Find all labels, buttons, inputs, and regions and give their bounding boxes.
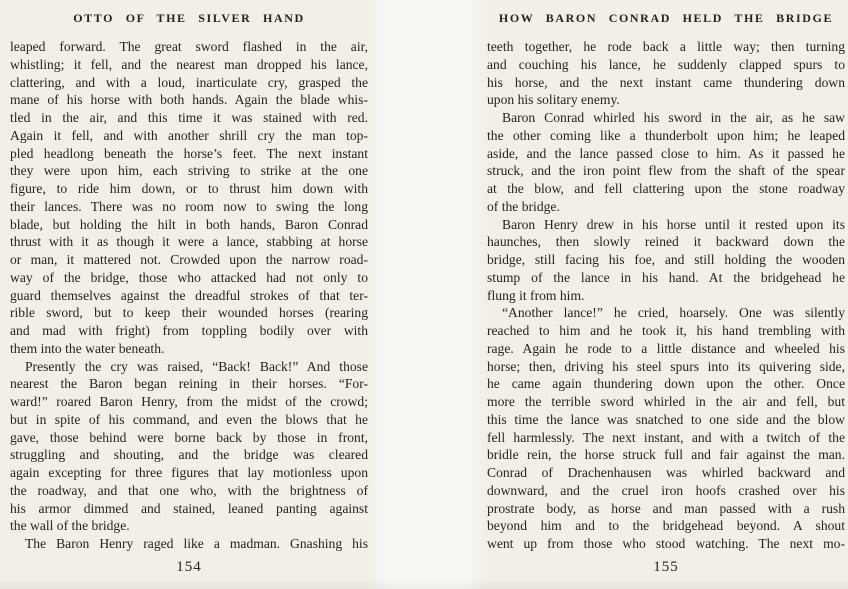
text-line: ward!” roared Baron Henry, from the midst of the crowd; xyxy=(10,394,368,409)
text-line: stump of the lance in his hand. At the bridgehead he xyxy=(487,269,845,285)
text-line: prostrate body, as horse and man passed with a rush xyxy=(487,500,845,516)
text-line: more the terrible sword whirled in the air and fell, but xyxy=(487,394,845,409)
text-line: thrust with it as though it were a lance, stabbing at horse xyxy=(10,234,368,250)
text-line: their lances. There was no room now to swing the long xyxy=(10,198,368,214)
text-line: them into the water beneath. xyxy=(10,340,165,356)
text-line: the other coming like a thunderbolt upon him; he leaped xyxy=(487,127,845,143)
text-line: rage. Again he rode to a little distance and wheeled his xyxy=(487,340,845,356)
left-page-text xyxy=(10,38,368,553)
text-line: “Another lance!” he cried, hoarsely. One was silently xyxy=(502,305,845,321)
text-line: tled in the air, and this time it was stained with red. xyxy=(10,110,368,125)
text-line: Conrad of Drachenhausen was whirled backward and xyxy=(487,465,845,480)
text-line: struck, and the iron point flew from the shaft of the spear xyxy=(487,163,845,179)
text-line: The Baron Henry raged like a madman. Gnashing his xyxy=(25,536,368,551)
text-line: his armor dimmed and stained, leaned panting against xyxy=(10,500,368,516)
left-page-number: 154 xyxy=(176,559,202,575)
right-page-text xyxy=(487,38,845,553)
text-line: teeth together, he rode back a little way; then turning xyxy=(487,39,845,54)
text-line: the roadway, and that one who, with the brightness of xyxy=(10,482,368,498)
text-line: but in spite of his command, and even the blows that he xyxy=(10,411,368,427)
text-line: pled headlong beneath the horse’s feet. The next instant xyxy=(10,145,368,161)
text-line: and couching his lance, he suddenly clapped spurs to xyxy=(487,56,845,72)
text-line: bridle rein, the horse struck full and fair against the man. xyxy=(487,447,845,463)
right-page xyxy=(487,0,845,589)
text-line: beyond him and to the bridgehead beyond. A shout xyxy=(487,518,845,534)
page-gutter xyxy=(368,0,486,589)
text-line: at the blow, and fell clattering upon the stone roadway xyxy=(487,181,845,196)
text-line: went up from those who stood watching. The next mo- xyxy=(487,536,845,551)
text-line: rible sword, but to keep their wounded horses (rearing xyxy=(10,305,368,321)
text-line: reached to him and he took it, his hand trembling with xyxy=(487,323,845,338)
text-line: again excepting for three figures that lay motionless upon xyxy=(10,465,368,480)
text-line: Baron Conrad whirled his sword in the air, as he saw xyxy=(502,110,845,125)
text-line: gave, those behind were borne back by those in front, xyxy=(10,429,368,445)
text-line: Baron Henry drew in his horse until it rested upon its xyxy=(502,216,845,232)
left-page xyxy=(10,0,368,589)
text-line: bridge, still facing his foe, and still holding the wooden xyxy=(487,252,845,267)
text-line: of the bridge. xyxy=(487,198,560,214)
text-line: blade, but holding the hilt in both hands, Baron Conrad xyxy=(10,216,368,232)
text-line: Presently the cry was raised, “Back! Back!” And those xyxy=(25,358,368,374)
right-running-header: HOW BARON CONRAD HELD THE BRIDGE xyxy=(498,11,834,25)
text-line: struggling and shouting, and the bridge was cleared xyxy=(10,447,368,463)
text-line: upon his solitary enemy. xyxy=(487,92,620,108)
scan-shadow xyxy=(0,579,848,589)
text-line: whistling; it fell, and the nearest man dropped his lance, xyxy=(10,56,368,72)
text-line: this time the lance was snatched to one side and the blow xyxy=(487,411,845,427)
text-line: Again it fell, and with another shrill cry the man top- xyxy=(10,127,368,143)
text-line: leaped forward. The great sword flashed in the air, xyxy=(10,39,368,54)
text-line: or man, it mattered not. Crowded upon the narrow road- xyxy=(10,252,368,267)
text-line: clattering, and with a loud, inarticulate cry, grasped the xyxy=(10,74,368,90)
text-line: way of the bridge, those who attacked had not only to xyxy=(10,269,368,285)
text-line: he came again thundering down upon the other. Once xyxy=(487,376,845,392)
text-line: aside, and the lance passed close to him. As it passed he xyxy=(487,145,845,161)
text-line: they were upon him, each striving to strike at the one xyxy=(10,163,368,179)
text-line: figure, to ride him down, or to thrust him down with xyxy=(10,181,368,196)
text-line: the wall of the bridge. xyxy=(10,518,130,534)
text-line: horse; then, driving his steel spurs into its quivering side, xyxy=(487,358,845,374)
text-line: guard themselves against the dreadful strokes of that ter- xyxy=(10,287,368,303)
right-page-number: 155 xyxy=(653,559,679,575)
text-line: nearest the Baron began reining in their horses. “For- xyxy=(10,376,368,392)
text-line: downward, and the cruel iron hoofs crashed over his xyxy=(487,482,845,498)
text-line: fell harmlessly. The next instant, and with a twitch of the xyxy=(487,429,845,445)
text-line: flung it from him. xyxy=(487,287,585,303)
text-line: his horse, and the next instant came thundering down xyxy=(487,74,845,90)
left-running-header: OTTO OF THE SILVER HAND xyxy=(73,11,305,25)
text-line: mane of his horse with both hands. Again the blade whis- xyxy=(10,92,368,108)
text-line: haunches, then slowly reined it backward down the xyxy=(487,234,845,250)
text-line: and mad with fright) from toppling bodily over with xyxy=(10,323,368,338)
